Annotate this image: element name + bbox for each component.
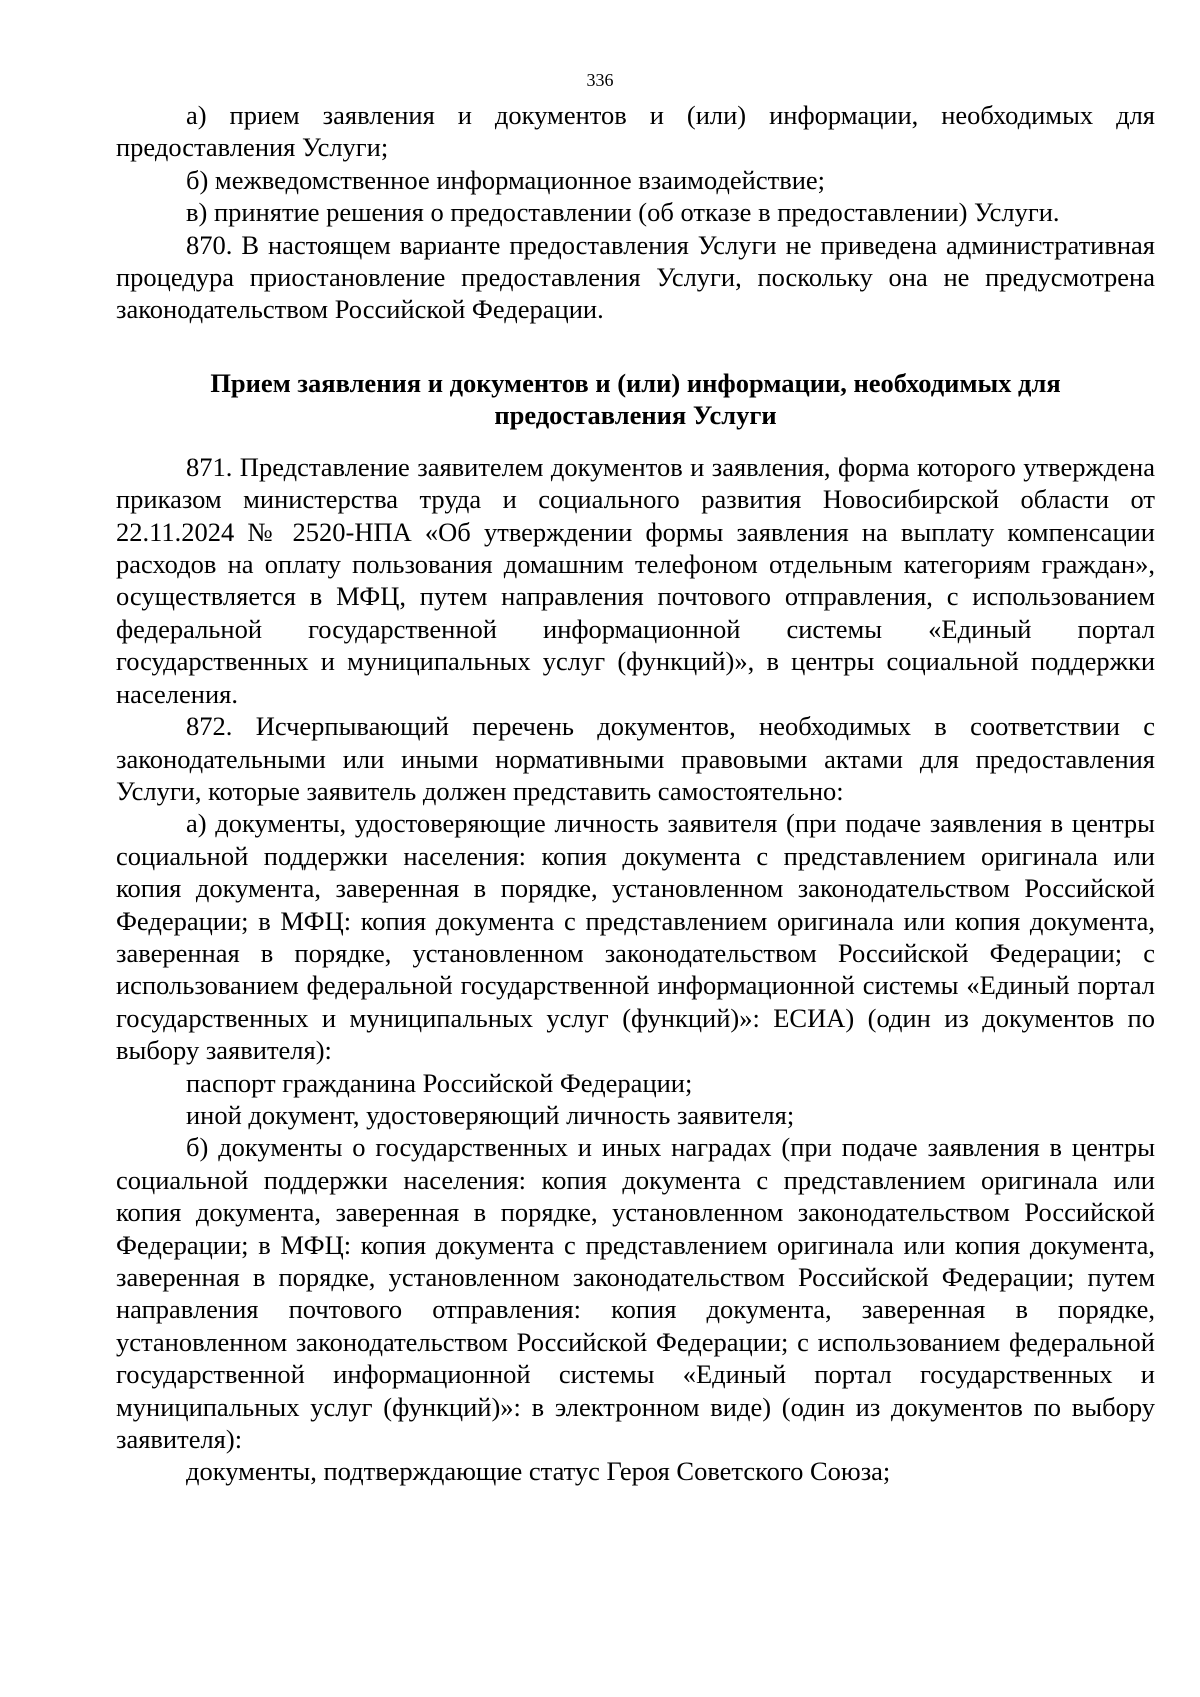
paragraph-item-c: в) принятие решения о предоставлении (об отказе в предоставлении) Услуги.	[186, 197, 1060, 228]
paragraph-871: 871. Представление заявителем документов и заявления, форма которого утверждена приказом министерства труда и социального развития Новосибирской области от 22.11.2024 № 2520-НПА «Об утверждении формы заявления на выплату компенсации расходов на оплату пользования домашним телефоном отдельным категориям граждан», осуществляется в МФЦ, путем направления почтового отправления, с использованием федеральной государственной информационной системы «Единый портал государственных и муниципальных услуг (функций)», в центры социальной поддержки населения.	[116, 451, 1155, 709]
paragraph-870: 870. В настоящем варианте предоставления Услуги не приведена административная процедура приостановление предоставления Услуги, поскольку она не предусмотрена законодательством Российской Федерации.	[116, 229, 1155, 325]
list-item-hero-status: документы, подтверждающие статус Героя Советского Союза;	[186, 1456, 891, 1487]
page-number: 336	[586, 70, 614, 90]
list-item-other-id: иной документ, удостоверяющий личность заявителя;	[186, 1099, 795, 1130]
list-item-passport: паспорт гражданина Российской Федерации;	[186, 1067, 693, 1098]
paragraph-872: 872. Исчерпывающий перечень документов, необходимых в соответствии с законодательными или иными нормативными правовыми актами для предоставления Услуги, которые заявитель должен представить самостоятельно:	[116, 711, 1155, 806]
paragraph-872-b: б) документы о государственных и иных наградах (при подаче заявления в центры социальной поддержки населения: копия документа с представлением оригинала или копия документа, заверенная в порядке, установленном законодательством Российской Федерации; в МФЦ: копия документа с представлением оригинала или копия документа, заверенная в порядке, установленном законодательством Российской Федерации; путем направления почтового отправления: копия документа, заверенная в порядке, установленном законодательством Российской Федерации; с использованием федеральной государственной информационной системы «Единый портал государственных и муниципальных услуг (функций)»: в электронном виде) (один из документов по выбору заявителя):	[116, 1132, 1155, 1455]
document-body	[116, 99, 1155, 1488]
section-heading: Прием заявления и документов и (или) информации, необходимых для предоставления Услуги	[210, 367, 1061, 430]
paragraph-item-b: б) межведомственное информационное взаимодействие;	[186, 164, 826, 195]
paragraph-872-a: а) документы, удостоверяющие личность заявителя (при подаче заявления в центры социальной поддержки населения: копия документа с представлением оригинала или копия документа, заверенная в порядке, установленном законодательством Российской Федерации; в МФЦ: копия документа с представлением оригинала или копия документа, заверенная в порядке, установленном законодательством Российской Федерации; с использованием федеральной государственной информационной системы «Единый портал государственных и муниципальных услуг (функций)»: ЕСИА) (один из документов по выбору заявителя):	[116, 808, 1155, 1066]
paragraph-item-a: а) прием заявления и документов и (или) информации, необходимых для предоставления Услуги;	[116, 100, 1155, 163]
